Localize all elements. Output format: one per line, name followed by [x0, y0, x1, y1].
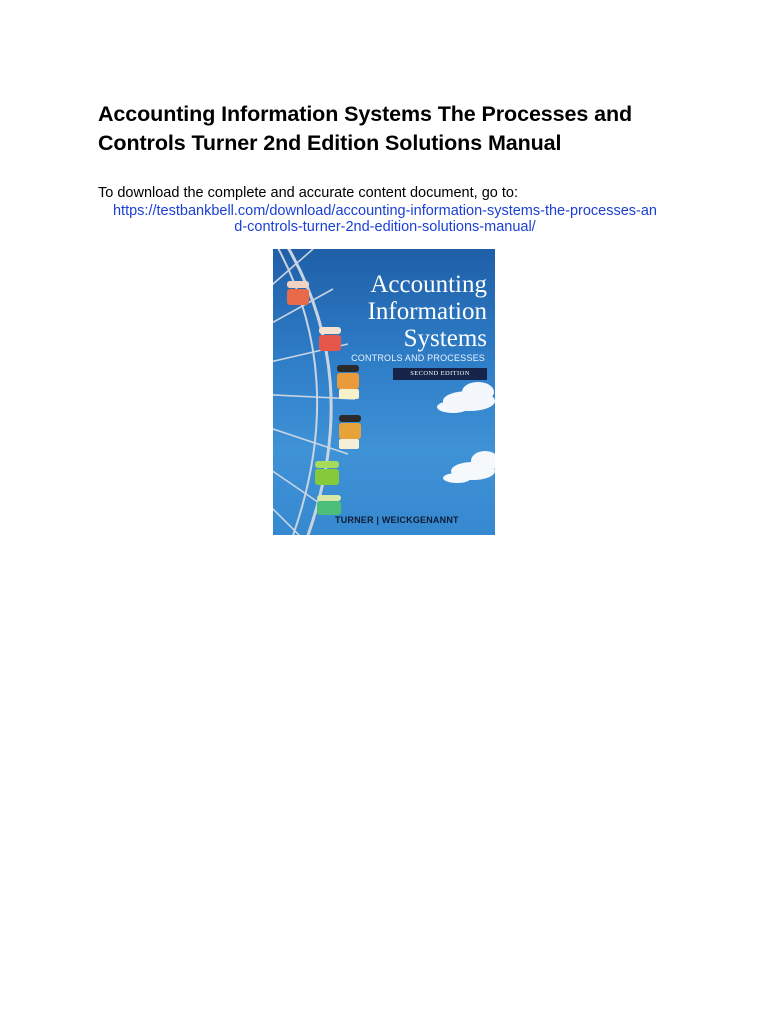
page-title: Accounting Information Systems The Processes and Controls Turner 2nd Edition Solutions Manual	[98, 102, 633, 155]
cover-edition-badge: SECOND EDITION	[393, 368, 487, 380]
download-intro: To download the complete and accurate content document, go to:	[98, 185, 518, 201]
cloud-illustration	[437, 382, 495, 483]
cover-title	[327, 271, 487, 352]
cover-authors: TURNER | WEICKGENANNT	[335, 515, 459, 525]
cover-title-line-3: Systems	[403, 325, 487, 352]
cover-subtitle: CONTROLS AND PROCESSES	[351, 353, 485, 363]
download-link-line-1[interactable]: https://testbankbell.com/download/accounting-information-systems-the-processes-an	[112, 203, 657, 219]
book-cover-image	[273, 249, 495, 535]
download-link[interactable]	[98, 203, 672, 235]
download-link-line-2[interactable]: d-controls-turner-2nd-edition-solutions-manual/	[234, 219, 536, 235]
cover-title-line-2: Information	[367, 298, 487, 325]
cover-title-line-1: Accounting	[370, 271, 487, 298]
